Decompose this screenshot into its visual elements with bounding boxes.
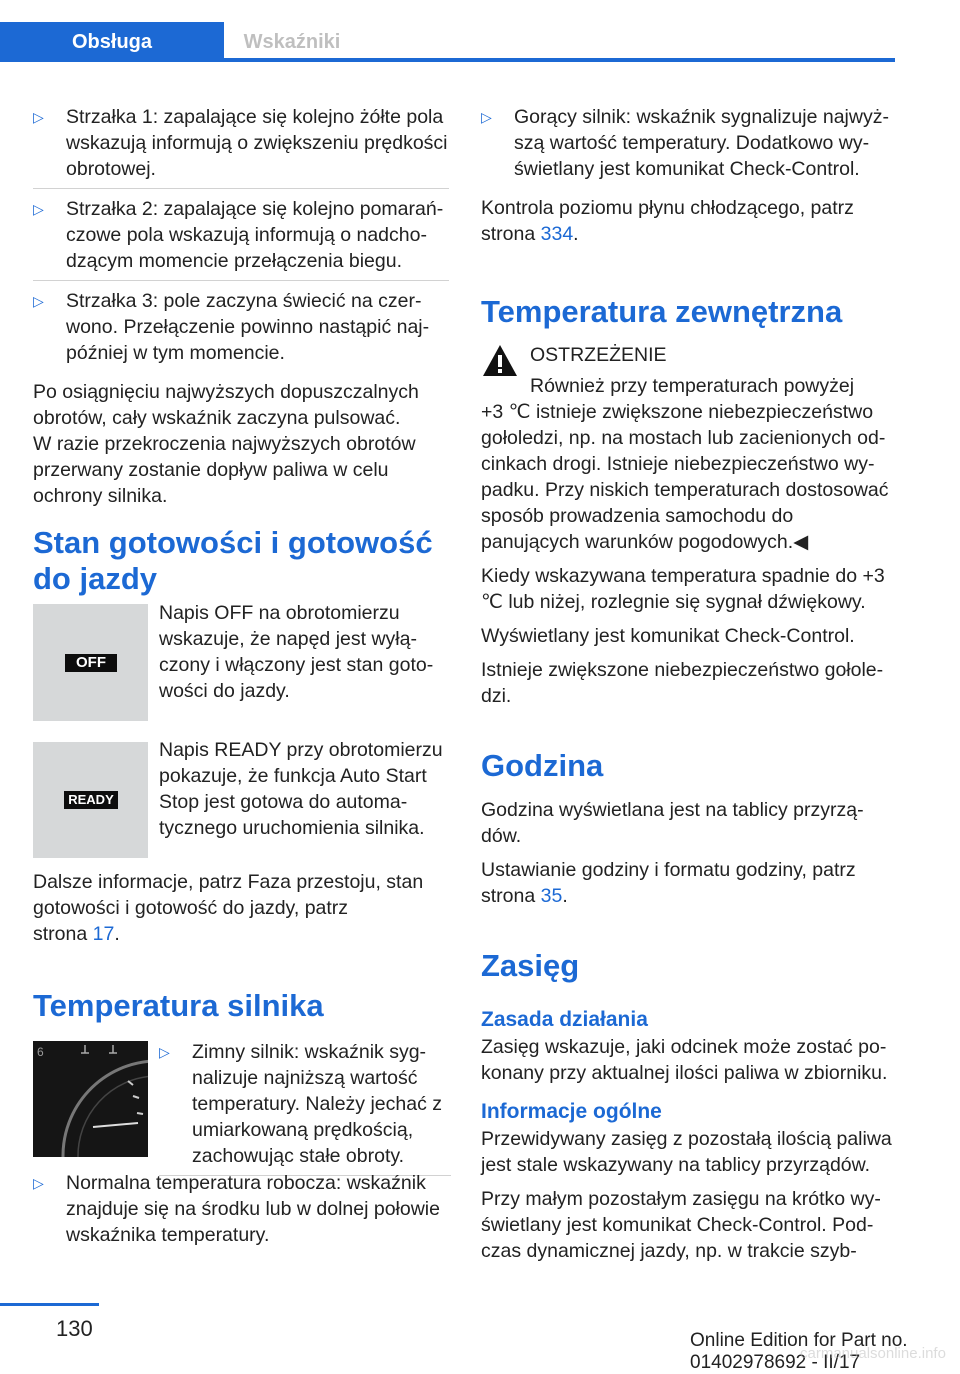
clock-paragraph-1: Godzina wyświetlana jest na tablicy przyrządów. bbox=[481, 799, 864, 847]
more-info-paragraph: Dalsze informacje, patrz Faza przestoju, stan gotowości i gotowość do jazdy, patrz strona 17. bbox=[33, 871, 424, 945]
clock-paragraphs bbox=[481, 797, 896, 917]
page-link-17[interactable]: 17 bbox=[92, 923, 115, 945]
bullet-triangle-icon: ▷ bbox=[159, 1044, 170, 1060]
list-item: ▷ Strzałka 3: pole zaczyna świecić na czerwono. Przełączenie powinno nastąpić najpóźniej w tym momencie. bbox=[33, 290, 430, 364]
svg-text:6: 6 bbox=[37, 1045, 44, 1059]
heading-clock: Godzina bbox=[481, 748, 604, 783]
tab-obsluga[interactable]: Obsługa bbox=[0, 22, 224, 62]
engine-bullet-1-wrap bbox=[159, 1039, 451, 1183]
heading-engine-temp: Temperatura silnika bbox=[33, 988, 324, 1023]
watermark: carmanualsonline.info bbox=[800, 1345, 946, 1362]
bullet-triangle-icon: ▷ bbox=[481, 109, 492, 125]
range-section bbox=[481, 1006, 896, 1272]
chapter-tabs bbox=[0, 0, 960, 62]
temp-paragraph-2: Wyświetlany jest komunikat Check-Control. bbox=[481, 625, 855, 647]
warning-text-1: Również przy temperaturach powyżej bbox=[530, 375, 855, 397]
paragraph-limit-1: Po osiągnięciu najwyższych dopuszczalnych obrotów, cały wskaźnik zaczyna pulsować. bbox=[33, 381, 419, 429]
bullet-triangle-icon: ▷ bbox=[33, 293, 44, 309]
ready-label: READY bbox=[64, 791, 118, 809]
temperature-gauge-icon bbox=[33, 1041, 148, 1157]
heading-clock-wrap bbox=[481, 748, 896, 784]
page-link-35[interactable]: 35 bbox=[540, 885, 563, 907]
heading-ready: Stan gotowości i gotowość do jazdy bbox=[33, 525, 433, 596]
heading-ready-wrap bbox=[33, 525, 449, 597]
heading-range-wrap bbox=[481, 948, 896, 984]
list-item: ▷ Zimny silnik: wskaźnik sygnalizuje najniższą wartość temperatury. Należy jechać z umiarkowaną prędkością, zachowując stałe obroty. bbox=[159, 1039, 451, 1176]
heading-outside-temp: Temperatura zewnętrzna bbox=[481, 294, 843, 329]
left-column-top bbox=[33, 104, 449, 517]
footer-rule bbox=[0, 1303, 99, 1306]
heading-range: Zasięg bbox=[481, 948, 580, 983]
list-item: ▷ Normalna temperatura robocza: wskaźnik znajduje się na środku lub w dolnej połowie wskaźnika temperatury. bbox=[33, 1172, 440, 1246]
warning-triangle-icon bbox=[481, 342, 519, 378]
bullet-triangle-icon: ▷ bbox=[33, 1175, 44, 1191]
ready-indicator-image bbox=[33, 742, 148, 858]
list-item: ▷ Strzałka 2: zapalające się kolejno pomarańczowe pola wskazują informują o nadchodzącym momencie przełączenia biegu. bbox=[33, 196, 449, 281]
heading-engine-temp-wrap bbox=[33, 988, 449, 1024]
bullet-triangle-icon: ▷ bbox=[33, 109, 44, 125]
tab-wskazniki[interactable]: Wskaźniki bbox=[224, 22, 360, 62]
range-paragraph-2: Przewidywany zasięg z pozostałą ilością paliwa jest stale wskazywany na tablicy przyrządów. bbox=[481, 1128, 892, 1176]
subheading-principle: Zasada działania bbox=[481, 1008, 648, 1031]
edition-line: Online Edition for Part no. 01402978692 - II/17 bbox=[690, 1330, 908, 1373]
warning-text-2: +3 ℃ istnieje zwiększone niebezpieczeństwo gołoledzi, np. na mostach lub zacienionych odcinkach drogi. Istnieje niebezpieczeństwo wypadku. Przy niskich temperaturach dostosować sposób prowadzenia samochodu do panujących warunków pogodowych.◀ bbox=[481, 401, 889, 553]
header-rule bbox=[0, 58, 895, 62]
ready-text: Napis READY przy obrotomierzu pokazuje, że funkcja Auto Start Stop jest gotowa do automatycznego uruchomienia silnika. bbox=[159, 739, 443, 839]
temperature-gauge-image bbox=[33, 1041, 148, 1157]
subheading-general: Informacje ogólne bbox=[481, 1100, 662, 1123]
paragraph-limit-2: W razie przekroczenia najwyższych obrotów przerwany zostanie dopływ paliwa w celu ochrony silnika. bbox=[33, 433, 416, 507]
heading-outside-temp-wrap bbox=[481, 294, 896, 330]
off-indicator-image bbox=[33, 604, 148, 721]
clock-paragraph-2: Ustawianie godziny i formatu godziny, patrz strona 35. bbox=[481, 859, 856, 907]
list-item: ▷ Gorący silnik: wskaźnik sygnalizuje najwyższą wartość temperatury. Dodatkowo wyświetlany jest komunikat Check-Control. bbox=[481, 106, 889, 180]
range-paragraph-3: Przy małym pozostałym zasięgu na krótko wyświetlany jest komunikat Check-Control. Podczas dynamicznej jazdy, np. w trakcie szyb- bbox=[481, 1188, 881, 1262]
off-label: OFF bbox=[65, 654, 117, 672]
warning-title: OSTRZEŻENIE bbox=[530, 344, 667, 366]
range-paragraph-1: Zasięg wskazuje, jaki odcinek może zostać pokonany przy aktualnej ilości paliwa w zbiorniku. bbox=[481, 1036, 888, 1084]
temp-paragraph-1: Kiedy wskazywana temperatura spadnie do +3 ℃ lub niżej, rozlegnie się sygnał dźwiękowy. bbox=[481, 565, 885, 613]
temp-paragraphs bbox=[481, 563, 896, 717]
off-text: Napis OFF na obrotomierzu wskazuje, że napęd jest wyłączony i włączony jest stan gotowości do jazdy. bbox=[159, 602, 434, 702]
bullet-triangle-icon: ▷ bbox=[33, 201, 44, 217]
coolant-paragraph: Kontrola poziomu płynu chłodzącego, patrz strona 334. bbox=[481, 197, 854, 245]
page-number: 130 bbox=[56, 1316, 93, 1341]
engine-bullet-2-wrap bbox=[33, 1170, 449, 1261]
temp-paragraph-3: Istnieje zwiększone niebezpieczeństwo gołoledzi. bbox=[481, 659, 884, 707]
right-column-top bbox=[481, 104, 896, 255]
list-item: ▷ Strzałka 1: zapalające się kolejno żółte pola wskazują informują o zwiększeniu prędkości obrotowej. bbox=[33, 104, 449, 189]
page-link-334[interactable]: 334 bbox=[540, 223, 574, 245]
